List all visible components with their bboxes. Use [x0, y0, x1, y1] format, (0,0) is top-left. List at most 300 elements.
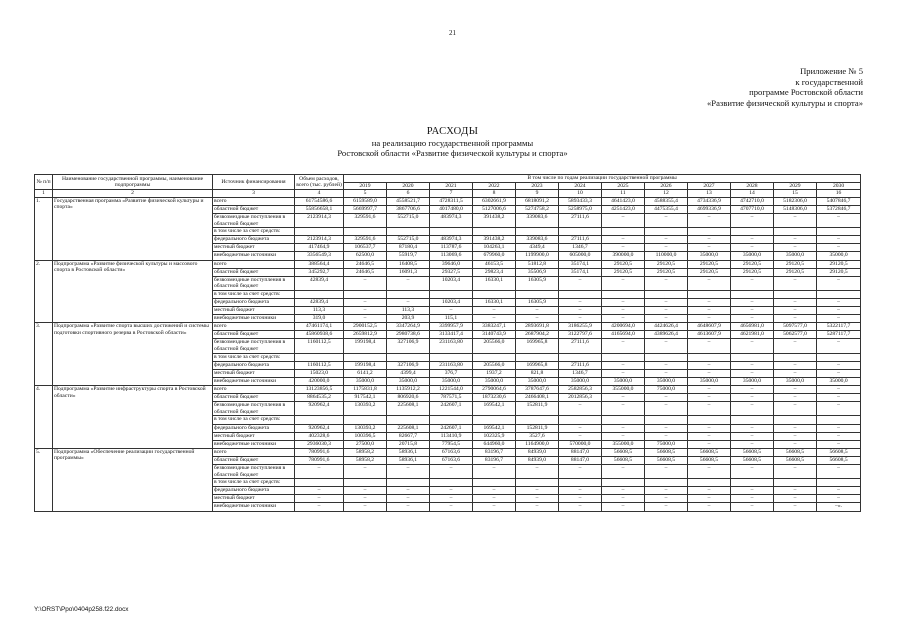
amount-cell: 2687904,2 — [516, 331, 559, 339]
amount-cell: – — [731, 394, 774, 402]
amount-cell: 16330,1 — [473, 299, 516, 307]
amount-cell: – — [559, 503, 602, 511]
amount-cell: 3122797,6 — [559, 331, 602, 339]
amount-cell: 3186255,9 — [559, 323, 602, 331]
amount-cell — [516, 479, 559, 487]
amount-cell: 605000,0 — [559, 252, 602, 260]
amount-cell — [344, 479, 387, 487]
amount-cell: – — [817, 394, 861, 402]
amount-cell — [817, 416, 861, 424]
amount-cell: 329591,6 — [344, 236, 387, 244]
amount-cell — [473, 290, 516, 298]
amount-cell: 13123856,5 — [295, 386, 344, 394]
amount-cell: 56608,5 — [731, 456, 774, 464]
amount-cell — [645, 416, 688, 424]
header-year: 2030 — [817, 182, 861, 190]
amount-cell: 417464,9 — [295, 244, 344, 252]
amount-cell: – — [731, 276, 774, 290]
amount-cell: 35000,0 — [817, 252, 861, 260]
amount-cell: – — [602, 464, 645, 478]
amount-cell: – — [516, 464, 559, 478]
amount-cell: 4648607,9 — [688, 323, 731, 331]
amount-cell: 83196,7 — [473, 456, 516, 464]
amount-cell: 46153,5 — [473, 260, 516, 268]
amount-cell: 483974,3 — [430, 236, 473, 244]
amount-cell: 205566,0 — [473, 339, 516, 353]
amount-cell — [774, 228, 817, 236]
amount-cell: 3356549,3 — [295, 252, 344, 260]
amount-cell — [516, 228, 559, 236]
amount-cell: – — [473, 464, 516, 478]
amount-cell: 5182306,0 — [774, 197, 817, 205]
amount-cell — [774, 290, 817, 298]
expenses-table — [34, 174, 861, 512]
amount-cell: – — [645, 495, 688, 503]
amount-cell: – — [602, 276, 645, 290]
amount-cell — [731, 416, 774, 424]
column-index: 8 — [473, 190, 516, 198]
amount-cell: 4389626,4 — [645, 331, 688, 339]
amount-cell: – — [602, 315, 645, 323]
amount-cell — [430, 228, 473, 236]
amount-cell: 242607,1 — [430, 402, 473, 416]
amount-cell: 4699336,9 — [688, 205, 731, 213]
amount-cell: 4742710,0 — [731, 197, 774, 205]
amount-cell: 29120,5 — [688, 268, 731, 276]
amount-cell: 29823,4 — [473, 268, 516, 276]
amount-cell: – — [688, 299, 731, 307]
amount-cell: – — [817, 402, 861, 416]
amount-cell: – — [430, 503, 473, 511]
amount-cell: – — [688, 213, 731, 227]
amount-cell: 1164900,0 — [516, 440, 559, 448]
amount-cell: – — [387, 487, 430, 495]
amount-cell: 29120,5 — [817, 260, 861, 268]
amount-cell: 35000,0 — [387, 377, 430, 385]
appendix-line: Приложение № 5 — [800, 66, 863, 76]
amount-cell — [559, 416, 602, 424]
amount-cell: 16330,1 — [473, 276, 516, 290]
amount-cell: 231163,80 — [430, 339, 473, 353]
amount-cell: – — [645, 315, 688, 323]
amount-cell: 100396,5 — [344, 432, 387, 440]
amount-cell: 169542,1 — [473, 402, 516, 416]
funding-source: безвозмездные поступления в областной бюджет — [213, 464, 295, 478]
amount-cell: 56608,5 — [688, 448, 731, 456]
row-number: 4. — [35, 386, 53, 449]
amount-cell: 110000,0 — [645, 252, 688, 260]
amount-cell: – — [473, 315, 516, 323]
amount-cell: 390000,0 — [602, 252, 645, 260]
amount-cell: 2123914,3 — [295, 236, 344, 244]
amount-cell: 35174,1 — [559, 260, 602, 268]
amount-cell: 4251423,0 — [602, 205, 645, 213]
amount-cell: 203,9 — [387, 315, 430, 323]
amount-cell: – — [731, 487, 774, 495]
amount-cell: 5258975,0 — [559, 205, 602, 213]
amount-cell: – — [645, 236, 688, 244]
amount-cell: – — [645, 487, 688, 495]
amount-cell: – — [645, 432, 688, 440]
table-row — [35, 448, 861, 456]
amount-cell — [473, 228, 516, 236]
amount-cell: – — [774, 464, 817, 478]
amount-cell: 231163,80 — [430, 361, 473, 369]
amount-cell: – — [731, 361, 774, 369]
amount-cell: 29120,5 — [774, 268, 817, 276]
funding-source: областной бюджет — [213, 394, 295, 402]
amount-cell: 1135912,2 — [387, 386, 430, 394]
amount-cell: 42839,4 — [295, 276, 344, 290]
amount-cell: 4475355,4 — [645, 205, 688, 213]
amount-cell: – — [688, 503, 731, 511]
amount-cell — [559, 290, 602, 298]
header-year: 2020 — [387, 182, 430, 190]
amount-cell: 242607,1 — [430, 424, 473, 432]
amount-cell: 199198,4 — [344, 339, 387, 353]
amount-cell: – — [344, 487, 387, 495]
amount-cell: 106537,7 — [344, 244, 387, 252]
page-number: 21 — [449, 29, 456, 37]
amount-cell: 2466408,1 — [516, 394, 559, 402]
funding-source: в том числе за счет средств: — [213, 290, 295, 298]
amount-cell: – — [688, 276, 731, 290]
amount-cell: 27111,6 — [559, 236, 602, 244]
column-index: 15 — [774, 190, 817, 198]
amount-cell: 56608,5 — [817, 448, 861, 456]
amount-cell: 56608,5 — [731, 448, 774, 456]
amount-cell: 35000,0 — [645, 377, 688, 385]
column-index: 6 — [387, 190, 430, 198]
amount-cell: 5127006,6 — [473, 205, 516, 213]
amount-cell: – — [774, 432, 817, 440]
amount-cell: 169542,1 — [473, 424, 516, 432]
amount-cell: 391438,2 — [473, 236, 516, 244]
amount-cell: – — [817, 464, 861, 478]
amount-cell: 3383247,1 — [473, 323, 516, 331]
amount-cell: 15023,0 — [295, 369, 344, 377]
amount-cell: 327106,9 — [387, 339, 430, 353]
amount-cell: – — [688, 244, 731, 252]
amount-cell: 3347264,9 — [387, 323, 430, 331]
amount-cell: – — [645, 276, 688, 290]
amount-cell: 29120,5 — [645, 268, 688, 276]
amount-cell: – — [602, 432, 645, 440]
amount-cell: – — [774, 236, 817, 244]
amount-cell: – — [688, 307, 731, 315]
amount-cell: 27111,6 — [559, 361, 602, 369]
amount-cell: 27111,6 — [559, 339, 602, 353]
amount-cell: 102325,9 — [473, 432, 516, 440]
program-name: Подпрограмма «Развитие физической культуры и массового спорта в Ростовской области» — [53, 260, 213, 323]
header-year: 2019 — [344, 182, 387, 190]
amount-cell: 5407846,7 — [817, 197, 861, 205]
amount-cell: 2790064,6 — [473, 386, 516, 394]
amount-cell: 56608,5 — [602, 448, 645, 456]
amount-cell: – — [473, 487, 516, 495]
amount-cell — [387, 290, 430, 298]
amount-cell: 39646,0 — [430, 260, 473, 268]
amount-cell: 4399,4 — [387, 369, 430, 377]
header-year: 2028 — [731, 182, 774, 190]
funding-source: местный бюджет — [213, 307, 295, 315]
column-index: 14 — [731, 190, 774, 198]
amount-cell: – — [559, 276, 602, 290]
amount-cell: 29120,5 — [688, 260, 731, 268]
amount-cell: – — [731, 213, 774, 227]
amount-cell: 5274758,2 — [516, 205, 559, 213]
amount-cell — [688, 290, 731, 298]
header-year: 2025 — [602, 182, 645, 190]
amount-cell — [473, 353, 516, 361]
footer-file-path: Y:\ORST\Ppo\0404p258.f22.docx — [34, 606, 129, 613]
amount-cell: 4424626,4 — [645, 323, 688, 331]
amount-cell — [774, 479, 817, 487]
amount-cell — [645, 353, 688, 361]
amount-cell: 29327,5 — [430, 268, 473, 276]
amount-cell: 29120,5 — [602, 260, 645, 268]
amount-cell: 1937,2 — [473, 369, 516, 377]
amount-cell: 56608,5 — [817, 456, 861, 464]
amount-cell: 35506,9 — [516, 268, 559, 276]
amount-cell: 55919,7 — [387, 252, 430, 260]
amount-cell: 4656981,0 — [731, 323, 774, 331]
amount-cell: 4707710,0 — [731, 205, 774, 213]
funding-source: всего — [213, 197, 295, 205]
amount-cell: 35000,0 — [731, 252, 774, 260]
amount-cell: 16305,9 — [516, 299, 559, 307]
appendix-header — [707, 66, 863, 108]
column-index: 3 — [213, 190, 295, 198]
funding-source: внебюджетные источники — [213, 503, 295, 511]
amount-cell: – — [774, 503, 817, 511]
funding-source: безвозмездные поступления в областной бюджет — [213, 402, 295, 416]
funding-source: местный бюджет — [213, 495, 295, 503]
amount-cell — [430, 479, 473, 487]
amount-cell: 24646,5 — [344, 260, 387, 268]
amount-cell: 152811,9 — [516, 424, 559, 432]
amount-cell — [645, 290, 688, 298]
amount-cell: – — [774, 315, 817, 323]
amount-cell: – — [731, 432, 774, 440]
amount-cell: 35000,0 — [688, 377, 731, 385]
amount-cell: – — [774, 244, 817, 252]
amount-cell: 35000,0 — [774, 252, 817, 260]
row-number: 1. — [35, 197, 53, 260]
amount-cell: – — [387, 464, 430, 478]
amount-cell: 4621981,0 — [731, 331, 774, 339]
amount-cell — [344, 228, 387, 236]
funding-source: областной бюджет — [213, 331, 295, 339]
program-name: Подпрограмма «Развитие спорта высших достижений и системы подготовки спортивного резерва в Ростовской области» — [53, 323, 213, 386]
amount-cell: – — [645, 361, 688, 369]
amount-cell: – — [817, 495, 861, 503]
amount-cell: 4734336,9 — [688, 197, 731, 205]
amount-cell — [645, 228, 688, 236]
amount-cell: – — [817, 236, 861, 244]
amount-cell: – — [387, 503, 430, 511]
amount-cell: 787571,5 — [430, 394, 473, 402]
amount-cell — [602, 290, 645, 298]
amount-cell: 5372846,7 — [817, 205, 861, 213]
amount-cell — [559, 353, 602, 361]
amount-cell: – — [602, 213, 645, 227]
amount-cell: 84939,0 — [516, 456, 559, 464]
amount-cell — [602, 416, 645, 424]
amount-cell: – — [774, 213, 817, 227]
amount-cell: 4613607,9 — [688, 331, 731, 339]
amount-cell: 329591,6 — [344, 213, 387, 227]
column-index: 13 — [688, 190, 731, 198]
amount-cell — [731, 353, 774, 361]
amount-cell: – — [688, 432, 731, 440]
amount-cell — [387, 479, 430, 487]
amount-cell: – — [602, 402, 645, 416]
amount-cell: – — [602, 361, 645, 369]
amount-cell — [559, 479, 602, 487]
amount-cell: 339083,6 — [516, 236, 559, 244]
amount-cell: – — [774, 440, 817, 448]
amount-cell: 5097577,0 — [774, 323, 817, 331]
amount-cell: – — [602, 424, 645, 432]
amount-cell — [817, 353, 861, 361]
amount-cell: – — [295, 464, 344, 478]
appendix-line: программе Ростовской области — [749, 87, 863, 97]
amount-cell: – — [516, 503, 559, 511]
amount-cell: 45860938,6 — [295, 331, 344, 339]
amount-cell: 4017480,0 — [430, 205, 473, 213]
amount-cell: 5148306,0 — [774, 205, 817, 213]
amount-cell: 8864535,2 — [295, 394, 344, 402]
amount-cell: – — [516, 307, 559, 315]
amount-cell: 552715,0 — [387, 213, 430, 227]
amount-cell — [516, 353, 559, 361]
amount-cell: 16091,3 — [387, 268, 430, 276]
amount-cell: 4165694,0 — [602, 331, 645, 339]
amount-cell — [473, 479, 516, 487]
amount-cell: 5893433,3 — [559, 197, 602, 205]
amount-cell: – — [559, 299, 602, 307]
amount-cell — [387, 228, 430, 236]
amount-cell: – — [602, 369, 645, 377]
table-row — [35, 323, 861, 331]
amount-cell: 42839,4 — [295, 299, 344, 307]
amount-cell — [344, 353, 387, 361]
amount-cell: 113,3 — [295, 307, 344, 315]
amount-cell: – — [817, 299, 861, 307]
amount-cell: 169965,8 — [516, 339, 559, 353]
amount-cell: – — [559, 402, 602, 416]
funding-source: федерального бюджета — [213, 424, 295, 432]
amount-cell — [344, 290, 387, 298]
amount-cell: – — [688, 424, 731, 432]
amount-cell: – — [731, 369, 774, 377]
amount-cell: – — [774, 394, 817, 402]
appendix-line: к государственной — [795, 76, 863, 87]
funding-source: федерального бюджета — [213, 299, 295, 307]
funding-source: всего — [213, 448, 295, 456]
amount-cell: 355000,0 — [602, 386, 645, 394]
amount-cell — [645, 479, 688, 487]
amount-cell: 35000,0 — [473, 377, 516, 385]
amount-cell — [817, 228, 861, 236]
amount-cell: 5287117,7 — [817, 331, 861, 339]
amount-cell: 58936,1 — [387, 448, 430, 456]
amount-cell: – — [559, 432, 602, 440]
amount-cell: 10203,4 — [430, 299, 473, 307]
amount-cell: 1221544,0 — [430, 386, 473, 394]
funding-source: внебюджетные источники — [213, 440, 295, 448]
amount-cell — [430, 353, 473, 361]
amount-cell: 199198,4 — [344, 361, 387, 369]
amount-cell: – — [473, 503, 516, 511]
amount-cell: – — [731, 236, 774, 244]
amount-cell: 2123914,3 — [295, 213, 344, 227]
header-year: 2027 — [688, 182, 731, 190]
amount-cell: 3399957,9 — [430, 323, 473, 331]
amount-cell: – — [387, 495, 430, 503]
amount-cell: 2582856,3 — [559, 386, 602, 394]
funding-source: в том числе за счет средств: — [213, 228, 295, 236]
amount-cell: – — [688, 402, 731, 416]
amount-cell: 152811,9 — [516, 402, 559, 416]
amount-cell: 113069,6 — [430, 252, 473, 260]
funding-source: внебюджетные источники — [213, 377, 295, 385]
amount-cell — [516, 416, 559, 424]
column-index: 9 — [516, 190, 559, 198]
amount-cell: 35000,0 — [344, 377, 387, 385]
amount-cell: – — [817, 432, 861, 440]
amount-cell: – — [602, 394, 645, 402]
amount-cell — [473, 416, 516, 424]
column-index-row — [35, 190, 861, 198]
amount-cell: – — [602, 339, 645, 353]
amount-cell: – — [645, 244, 688, 252]
amount-cell — [774, 353, 817, 361]
amount-cell: 5669997,7 — [344, 205, 387, 213]
amount-cell: 4349,4 — [516, 244, 559, 252]
amount-cell: 1160112,5 — [295, 339, 344, 353]
amount-cell — [817, 290, 861, 298]
amount-cell: – — [602, 503, 645, 511]
amount-cell: 130393,2 — [344, 402, 387, 416]
amount-cell — [774, 416, 817, 424]
amount-cell — [688, 353, 731, 361]
amount-cell: 113787,6 — [430, 244, 473, 252]
amount-cell: 35000,0 — [516, 377, 559, 385]
amount-cell: 113410,9 — [430, 432, 473, 440]
amount-cell: 62500,0 — [344, 252, 387, 260]
amount-cell: 3867706,6 — [387, 205, 430, 213]
amount-cell: 82667,7 — [387, 432, 430, 440]
amount-cell: – — [344, 315, 387, 323]
amount-cell: – — [602, 299, 645, 307]
funding-source: областной бюджет — [213, 205, 295, 213]
amount-cell — [688, 416, 731, 424]
row-number: 3. — [35, 323, 53, 386]
funding-source: всего — [213, 323, 295, 331]
amount-cell: 35174,1 — [559, 268, 602, 276]
amount-cell: 56608,5 — [602, 456, 645, 464]
header-year: 2026 — [645, 182, 688, 190]
amount-cell — [516, 290, 559, 298]
amount-cell: 806920,6 — [387, 394, 430, 402]
amount-cell: – — [731, 315, 774, 323]
amount-cell: – — [430, 307, 473, 315]
document-title — [0, 127, 905, 159]
program-name: Подпрограмма «Обеспечение реализации государственной программы» — [53, 448, 213, 511]
amount-cell: – — [688, 339, 731, 353]
